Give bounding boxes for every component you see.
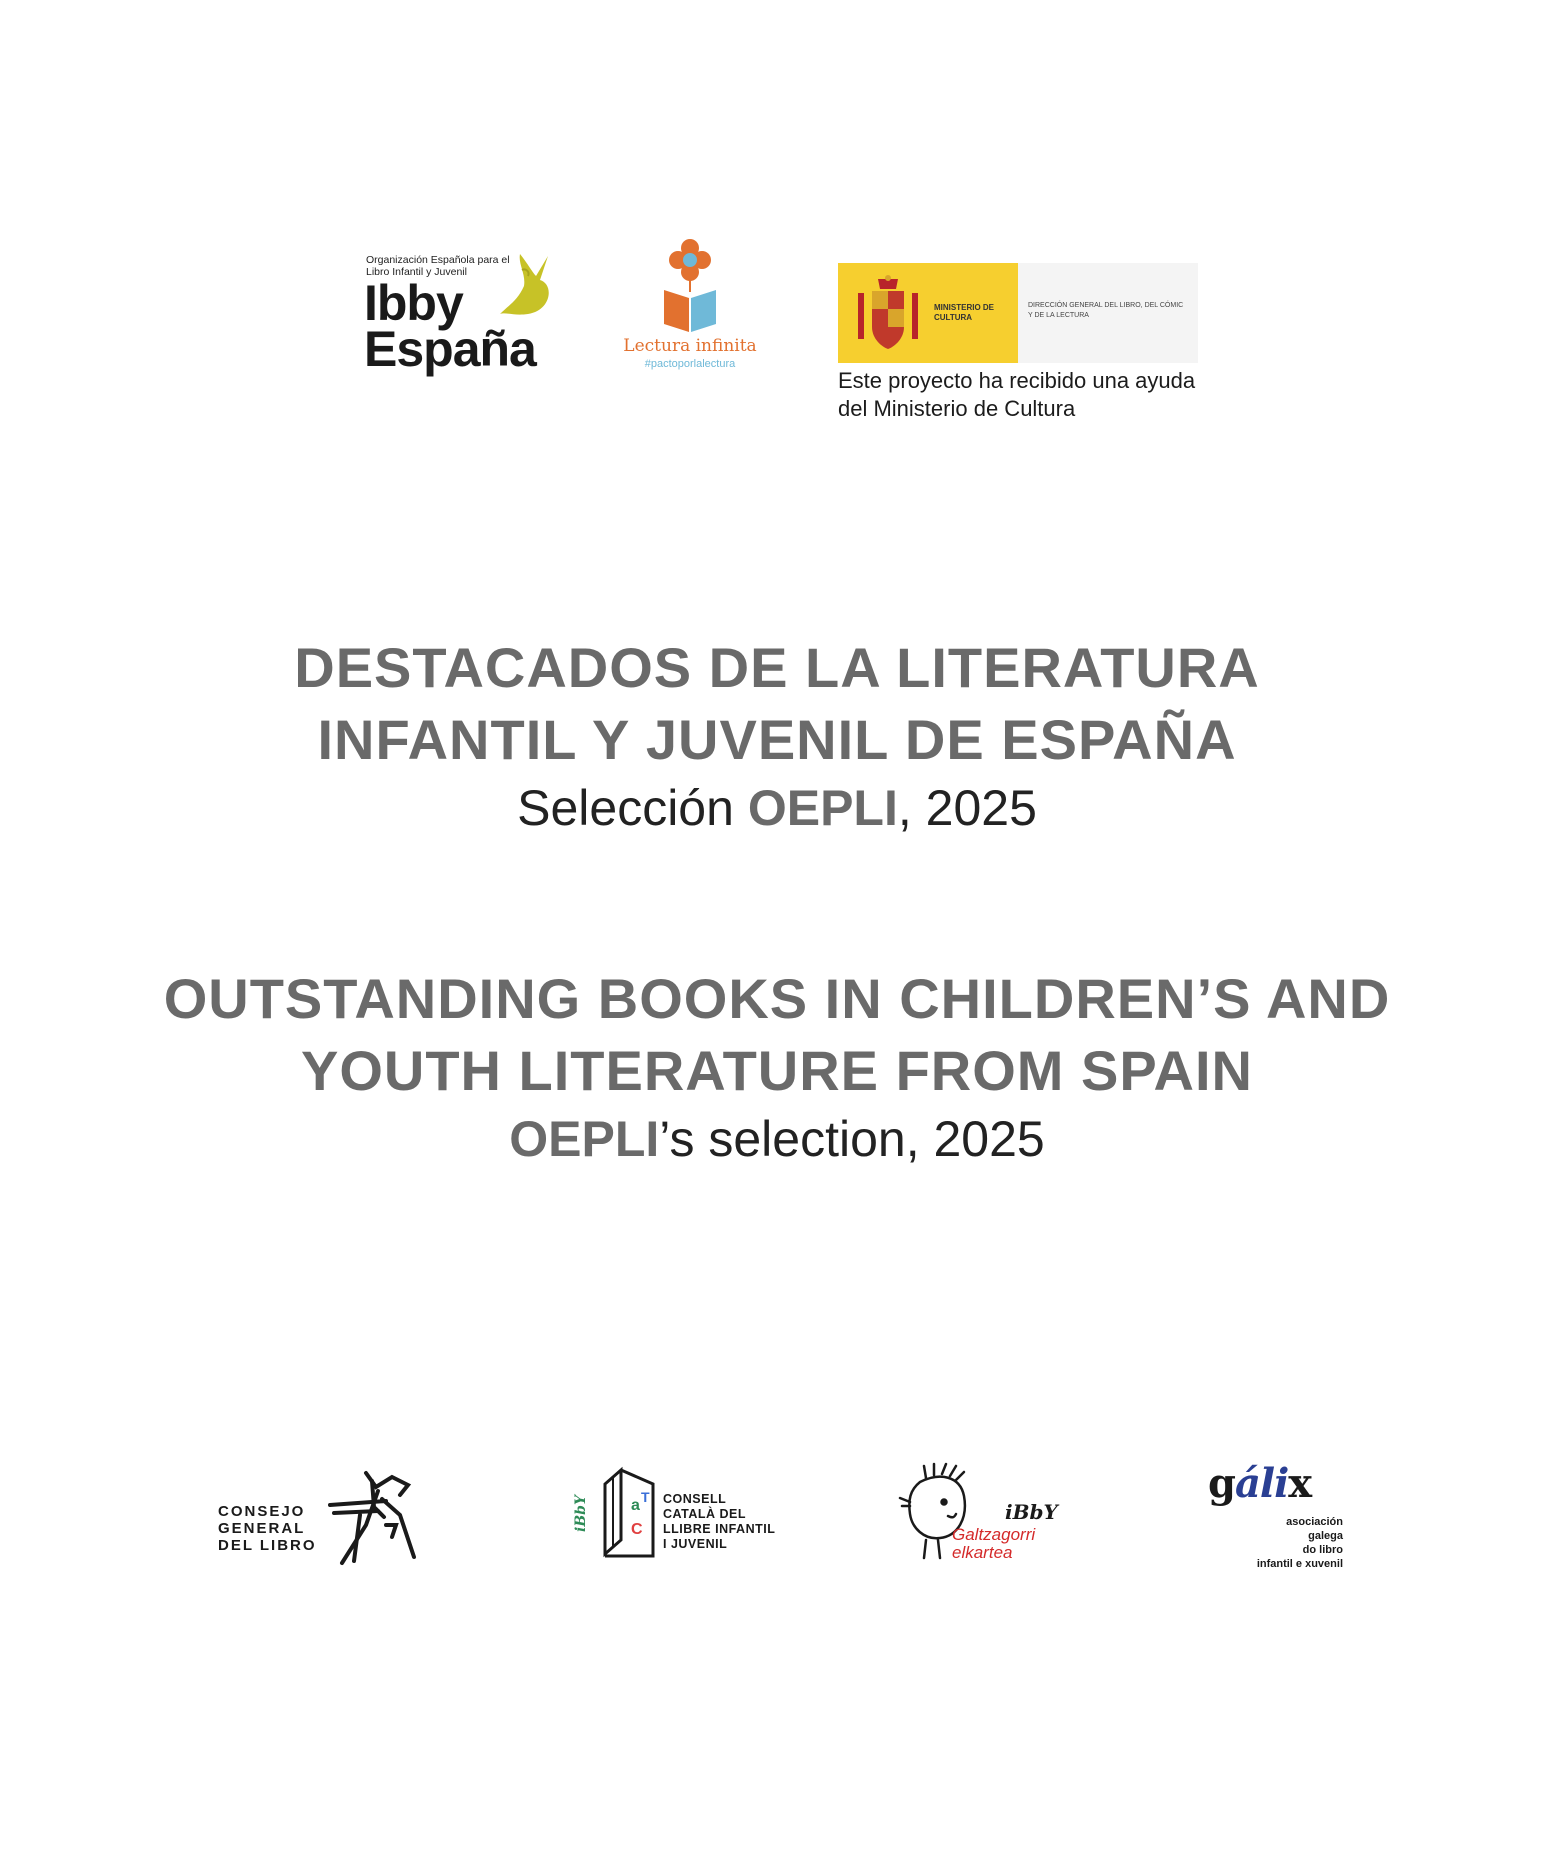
lectura-infinita-logo (620, 236, 760, 376)
spanish-title-line-1: DESTACADOS DE LA LITERATURA (294, 636, 1260, 699)
coat-of-arms-icon (852, 275, 924, 353)
english-subtitle: OEPLI’s selection, 2025 (509, 1111, 1045, 1167)
galtzagorri-elkartea-logo (890, 1462, 1065, 1562)
spanish-title-block (0, 632, 1554, 840)
consejo-general-del-libro-logo: CONSEJO GENERAL DEL LIBRO (218, 1465, 428, 1565)
svg-text:C: C (631, 1521, 643, 1538)
ibby-espana-logo (366, 250, 566, 380)
direccion-general: DIRECCIÓN GENERAL DEL LIBRO, DEL CÓMIC Y DE LA LECTURA (1028, 302, 1184, 319)
svg-text:a: a (631, 1497, 640, 1514)
ministerio-name: MINISTERIO DE CULTURA (934, 303, 995, 322)
svg-text:iBbY: iBbY (573, 1495, 589, 1532)
espana-word: España (364, 321, 536, 377)
flower-book-icon (658, 236, 722, 336)
lectura-hashtag: #pactoporlalectura (644, 358, 736, 370)
ibby-org-text: Organización Española para el Libro Infantil y Juvenil (366, 254, 510, 278)
galtzagorri-ibby: iBbY (1005, 1500, 1058, 1524)
ministerio-cultura-logo (838, 263, 1198, 423)
english-title-line-2: YOUTH LITERATURE FROM SPAIN (300, 1039, 1253, 1102)
english-title-block (0, 963, 1554, 1171)
galix-tagline: asociación galega do libro infantil e xuvenil (1256, 1516, 1343, 1570)
consell-catala-logo: iBbY a C T CONSELL CATALÀ DEL LLIBRE INFANTIL I JUVENIL (575, 1462, 785, 1562)
bird-icon (496, 250, 566, 330)
book-cat-icon (575, 1462, 661, 1562)
lectura-name: Lectura infinita (623, 336, 757, 356)
spanish-title-line-2: INFANTIL Y JUVENIL DE ESPAÑA (317, 708, 1237, 771)
quixote-horse-icon (326, 1465, 426, 1565)
funding-note: Este proyecto ha recibido una ayuda del Ministerio de Cultura (838, 368, 1196, 421)
svg-text:T: T (641, 1489, 650, 1505)
spanish-subtitle: Selección OEPLI, 2025 (517, 780, 1037, 836)
english-title-line-1: OUTSTANDING BOOKS IN CHILDREN’S AND (163, 967, 1391, 1030)
galix-wordmark: gálix (1208, 1460, 1312, 1507)
galtzagorri-name: Galtzagorri elkartea (952, 1525, 1036, 1562)
ibby-word: Ibby (364, 275, 463, 331)
galix-logo (1208, 1460, 1343, 1570)
